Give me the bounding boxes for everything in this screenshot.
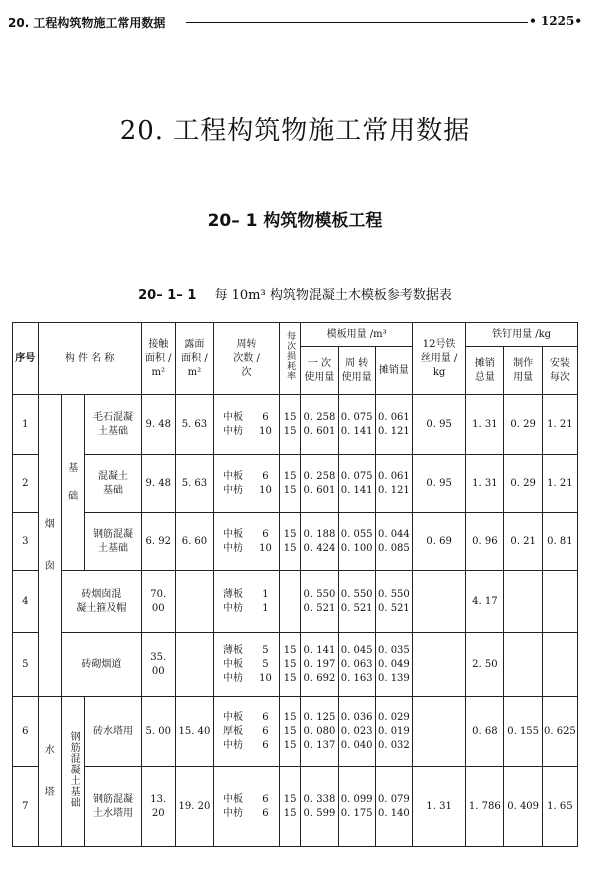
row-number: 3 bbox=[13, 513, 39, 571]
nails-install: 0. 81 bbox=[542, 513, 577, 571]
header-turnover-use: 周 转 使用量 bbox=[338, 347, 375, 395]
component-name: 砖水塔用 bbox=[85, 697, 141, 767]
loss-rate: 15 15 15 bbox=[280, 697, 301, 767]
contact-area: 5. 00 bbox=[141, 697, 175, 767]
header-loss-rate-text: 每次损耗率 bbox=[285, 331, 296, 381]
component-name: 砖砌烟道 bbox=[61, 633, 141, 697]
amortized-use: 0. 061 0. 121 bbox=[375, 455, 412, 513]
iron-wire: 0. 95 bbox=[413, 395, 466, 455]
amortized-use: 0. 061 0. 121 bbox=[375, 395, 412, 455]
group-rc-foundation-text: 钢筋混凝土基础 bbox=[68, 730, 80, 808]
iron-wire bbox=[413, 633, 466, 697]
formwork-table bbox=[12, 322, 578, 847]
amortized-use: 0. 029 0. 019 0. 032 bbox=[375, 697, 412, 767]
amortized-use: 0. 079 0. 140 bbox=[375, 767, 412, 847]
component-name: 混凝土 基础 bbox=[85, 455, 141, 513]
nails-install: 1. 21 bbox=[542, 395, 577, 455]
component-name: 毛石混凝 土基础 bbox=[85, 395, 141, 455]
material-type: 中板 中枋 bbox=[214, 767, 252, 847]
iron-wire bbox=[413, 571, 466, 633]
table-row bbox=[13, 455, 578, 513]
nails-install bbox=[542, 633, 577, 697]
iron-wire: 0. 69 bbox=[413, 513, 466, 571]
turnover-use: 0. 036 0. 023 0. 040 bbox=[338, 697, 375, 767]
header-nails-amortized: 摊销 总量 bbox=[466, 347, 504, 395]
exposed-area: 15. 40 bbox=[175, 697, 213, 767]
header-contact-area: 接触 面积 / m² bbox=[141, 323, 175, 395]
table-row bbox=[13, 513, 578, 571]
nails-install bbox=[542, 571, 577, 633]
exposed-area bbox=[175, 571, 213, 633]
nails-total: 2. 50 bbox=[466, 633, 504, 697]
turnover-use: 0. 550 0. 521 bbox=[338, 571, 375, 633]
chapter-title: 20. 工程构筑物施工常用数据 bbox=[119, 116, 471, 146]
header-iron-wire: 12号铁 丝用量 / kg bbox=[413, 323, 466, 395]
turnover-count: 6 10 bbox=[252, 513, 280, 571]
header-seq: 序号 bbox=[13, 323, 39, 395]
nails-making: 0. 29 bbox=[504, 455, 542, 513]
header-nails: 铁钉用量 /kg bbox=[466, 323, 578, 347]
first-use: 0. 258 0. 601 bbox=[301, 395, 338, 455]
page-number: • 1225• bbox=[529, 14, 582, 28]
amortized-use: 0. 035 0. 049 0. 139 bbox=[375, 633, 412, 697]
loss-rate: 15 15 bbox=[280, 767, 301, 847]
turnover-count: 6 6 6 bbox=[252, 697, 280, 767]
exposed-area: 5. 63 bbox=[175, 395, 213, 455]
iron-wire: 1. 31 bbox=[413, 767, 466, 847]
turnover-use: 0. 075 0. 141 bbox=[338, 395, 375, 455]
header-formwork-usage: 模板用量 /m³ bbox=[301, 323, 413, 347]
material-type: 中板 厚板 中枋 bbox=[214, 697, 252, 767]
group-chimney: 烟 囱 bbox=[38, 395, 61, 697]
nails-total: 4. 17 bbox=[466, 571, 504, 633]
nails-making: 0. 29 bbox=[504, 395, 542, 455]
running-header bbox=[8, 14, 582, 32]
first-use: 0. 125 0. 080 0. 137 bbox=[301, 697, 338, 767]
turnover-use: 0. 045 0. 063 0. 163 bbox=[338, 633, 375, 697]
header-exposed-area: 露面 面积 / m² bbox=[175, 323, 213, 395]
turnover-count: 5 5 10 bbox=[252, 633, 280, 697]
turnover-use: 0. 055 0. 100 bbox=[338, 513, 375, 571]
header-turnover: 周转 次数 / 次 bbox=[214, 323, 280, 395]
table-number: 20– 1– 1 bbox=[138, 288, 197, 303]
turnover-use: 0. 099 0. 175 bbox=[338, 767, 375, 847]
header-first-use: 一 次 使用量 bbox=[301, 347, 338, 395]
nails-making: 0. 409 bbox=[504, 767, 542, 847]
table-title bbox=[0, 284, 590, 303]
iron-wire bbox=[413, 697, 466, 767]
turnover-count: 6 10 bbox=[252, 395, 280, 455]
row-number: 6 bbox=[13, 697, 39, 767]
first-use: 0. 188 0. 424 bbox=[301, 513, 338, 571]
section-title: 20– 1 构筑物模板工程 bbox=[207, 211, 383, 231]
group-foundation: 基 础 bbox=[61, 395, 84, 571]
row-number: 1 bbox=[13, 395, 39, 455]
contact-area: 6. 92 bbox=[141, 513, 175, 571]
group-water-tower: 水 塔 bbox=[38, 697, 61, 847]
component-name: 钢筋混凝 土水塔用 bbox=[85, 767, 141, 847]
loss-rate: 15 15 15 bbox=[280, 633, 301, 697]
exposed-area: 5. 63 bbox=[175, 455, 213, 513]
contact-area: 13. 20 bbox=[141, 767, 175, 847]
contact-area: 9. 48 bbox=[141, 395, 175, 455]
table-row bbox=[13, 633, 578, 697]
turnover-count: 1 1 bbox=[252, 571, 280, 633]
table-caption: 每 10m³ 构筑物混凝土木模板参考数据表 bbox=[214, 288, 452, 303]
nails-total: 1. 786 bbox=[466, 767, 504, 847]
material-type: 中板 中枋 bbox=[214, 513, 252, 571]
nails-install: 0. 625 bbox=[542, 697, 577, 767]
exposed-area: 6. 60 bbox=[175, 513, 213, 571]
nails-making bbox=[504, 633, 542, 697]
turnover-use: 0. 075 0. 141 bbox=[338, 455, 375, 513]
iron-wire: 0. 95 bbox=[413, 455, 466, 513]
amortized-use: 0. 550 0. 521 bbox=[375, 571, 412, 633]
contact-area: 70. 00 bbox=[141, 571, 175, 633]
nails-making bbox=[504, 571, 542, 633]
row-number: 7 bbox=[13, 767, 39, 847]
material-type: 中板 中枋 bbox=[214, 455, 252, 513]
nails-making: 0. 155 bbox=[504, 697, 542, 767]
turnover-count: 6 6 bbox=[252, 767, 280, 847]
loss-rate: 15 15 bbox=[280, 455, 301, 513]
nails-install: 1. 65 bbox=[542, 767, 577, 847]
turnover-count: 6 10 bbox=[252, 455, 280, 513]
header-rule bbox=[186, 22, 528, 23]
table-row bbox=[13, 571, 578, 633]
exposed-area: 19. 20 bbox=[175, 767, 213, 847]
table-row bbox=[13, 395, 578, 455]
running-header-title: 20. 工程构筑物施工常用数据 bbox=[8, 16, 166, 30]
component-name: 钢筋混凝 土基础 bbox=[85, 513, 141, 571]
nails-total: 0. 96 bbox=[466, 513, 504, 571]
header-nails-making: 制作 用量 bbox=[504, 347, 542, 395]
amortized-use: 0. 044 0. 085 bbox=[375, 513, 412, 571]
table-row bbox=[13, 697, 578, 767]
nails-making: 0. 21 bbox=[504, 513, 542, 571]
group-rc-foundation bbox=[61, 697, 84, 847]
first-use: 0. 338 0. 599 bbox=[301, 767, 338, 847]
first-use: 0. 550 0. 521 bbox=[301, 571, 338, 633]
header-nails-install: 安装 每次 bbox=[542, 347, 577, 395]
first-use: 0. 141 0. 197 0. 692 bbox=[301, 633, 338, 697]
header-amortized-use: 摊销量 bbox=[375, 347, 412, 395]
row-number: 4 bbox=[13, 571, 39, 633]
table-row bbox=[13, 767, 578, 847]
nails-total: 1. 31 bbox=[466, 455, 504, 513]
material-type: 薄板 中板 中枋 bbox=[214, 633, 252, 697]
row-number: 5 bbox=[13, 633, 39, 697]
nails-total: 0. 68 bbox=[466, 697, 504, 767]
exposed-area bbox=[175, 633, 213, 697]
row-number: 2 bbox=[13, 455, 39, 513]
loss-rate: 15 15 bbox=[280, 395, 301, 455]
loss-rate: 15 15 bbox=[280, 513, 301, 571]
header-component: 构 件 名 称 bbox=[38, 323, 141, 395]
material-type: 薄板 中枋 bbox=[214, 571, 252, 633]
contact-area: 9. 48 bbox=[141, 455, 175, 513]
component-name: 砖烟囱混 凝土箍及帽 bbox=[61, 571, 141, 633]
first-use: 0. 258 0. 601 bbox=[301, 455, 338, 513]
nails-total: 1. 31 bbox=[466, 395, 504, 455]
loss-rate bbox=[280, 571, 301, 633]
contact-area: 35. 00 bbox=[141, 633, 175, 697]
nails-install: 1. 21 bbox=[542, 455, 577, 513]
header-loss-rate bbox=[280, 323, 301, 395]
material-type: 中板 中枋 bbox=[214, 395, 252, 455]
